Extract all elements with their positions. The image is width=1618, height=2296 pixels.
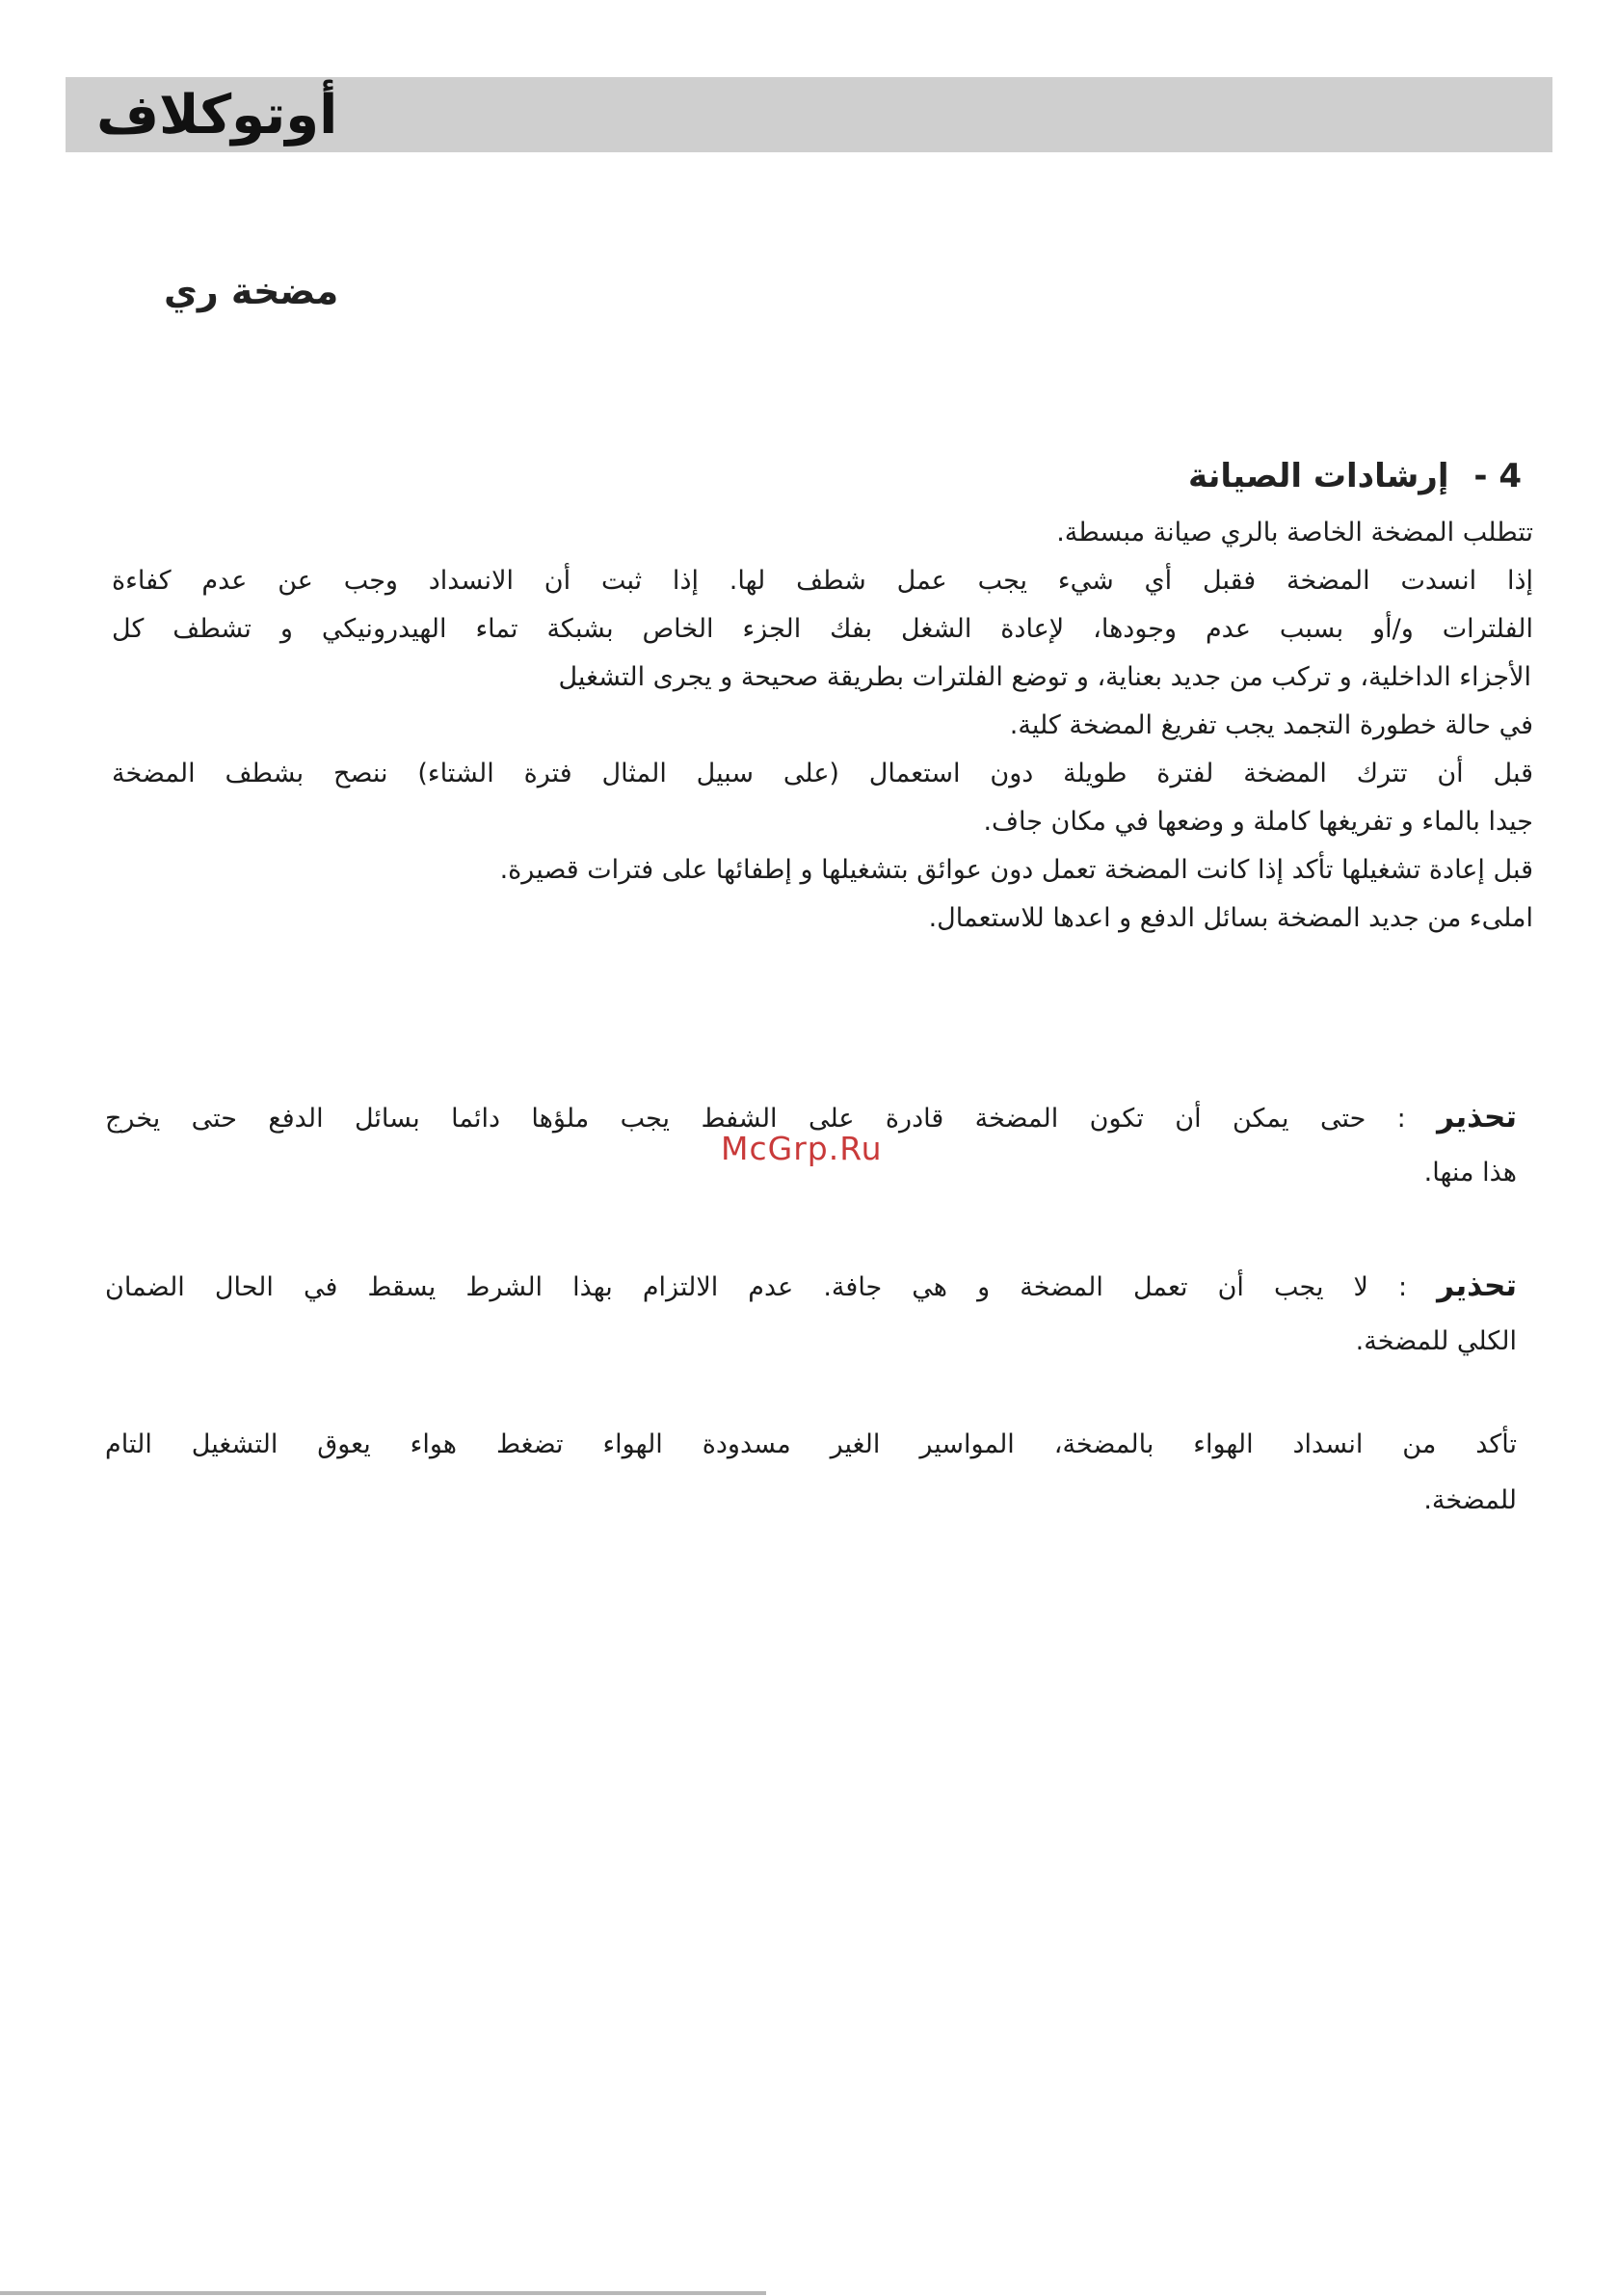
- warning-label: تحذير: [1437, 1268, 1517, 1303]
- paragraph-line: قبل أن تترك المضخة لفترة طويلة دون استعمال (على سبيل المثال فترة الشتاء) ننصح بشطف المضخة: [112, 759, 1533, 788]
- section-heading: [1188, 449, 1522, 503]
- warning-label: تحذير: [1437, 1100, 1517, 1135]
- note-line: تأكد من انسداد الهواء بالمضخة، المواسير الغير مسدودة الهواء تضغط هواء يعوق التشغيل التام: [105, 1429, 1517, 1459]
- paragraph-line: جيدا بالماء و تفريغها كاملة و وضعها في مكان جاف.: [983, 807, 1533, 837]
- maintenance-instructions: [112, 509, 1533, 943]
- warning-text: : لا يجب أن تعمل المضخة و هي جافة. عدم الالتزام بهذا الشرط يسقط في الحال الضمان: [105, 1272, 1408, 1302]
- product-name: مضخة ري: [164, 270, 339, 312]
- paragraph-line: في حالة خطورة التجمد يجب تفريغ المضخة كلية.: [1009, 710, 1533, 740]
- paragraph-line: إذا انسدت المضخة فقبل أي شيء يجب عمل شطف لها. إذا ثبت أن الانسداد وجب عن عدم كفاءة: [112, 566, 1533, 596]
- watermark: McGrp.Ru: [721, 1130, 883, 1167]
- warning-text: : حتى يمكن أن تكون المضخة قادرة على الشفط يجب ملؤها دائما بسائل الدفع حتى يخرج: [105, 1104, 1406, 1134]
- note-block: [105, 1417, 1517, 1529]
- warning-line: الكلي للمضخة.: [1355, 1326, 1517, 1356]
- footer-divider: [0, 2291, 766, 2295]
- brand-title: أوتوكلاف: [96, 84, 338, 147]
- paragraph-line: الأجزاء الداخلية، و تركب من جديد بعناية، و توضع الفلترات بطريقة صحيحة و يجرى التشغيل: [558, 662, 1531, 692]
- paragraph-line: املىء من جديد المضخة بسائل الدفع و اعدها للاستعمال.: [928, 903, 1533, 933]
- paragraph-line: تتطلب المضخة الخاصة بالري صيانة مبسطة.: [1056, 518, 1533, 547]
- paragraph-line: الفلترات و/أو بسبب عدم وجودها، لإعادة الشغل بفك الجزء الخاص بشبكة تماء الهيدرونيكي و تشطف كل: [112, 614, 1533, 644]
- paragraph-line: قبل إعادة تشغيلها تأكد إذا كانت المضخة تعمل دون عوائق بتشغيلها و إطفائها على فترات قصيرة.: [499, 855, 1533, 885]
- section-number: 4 -: [1473, 457, 1522, 495]
- warning-block: [105, 1258, 1517, 1370]
- warning-line: هذا منها.: [1423, 1158, 1517, 1188]
- warning-line: [105, 1258, 1517, 1314]
- section-title: إرشادات الصيانة: [1188, 457, 1449, 495]
- note-line: للمضخة.: [1423, 1485, 1517, 1515]
